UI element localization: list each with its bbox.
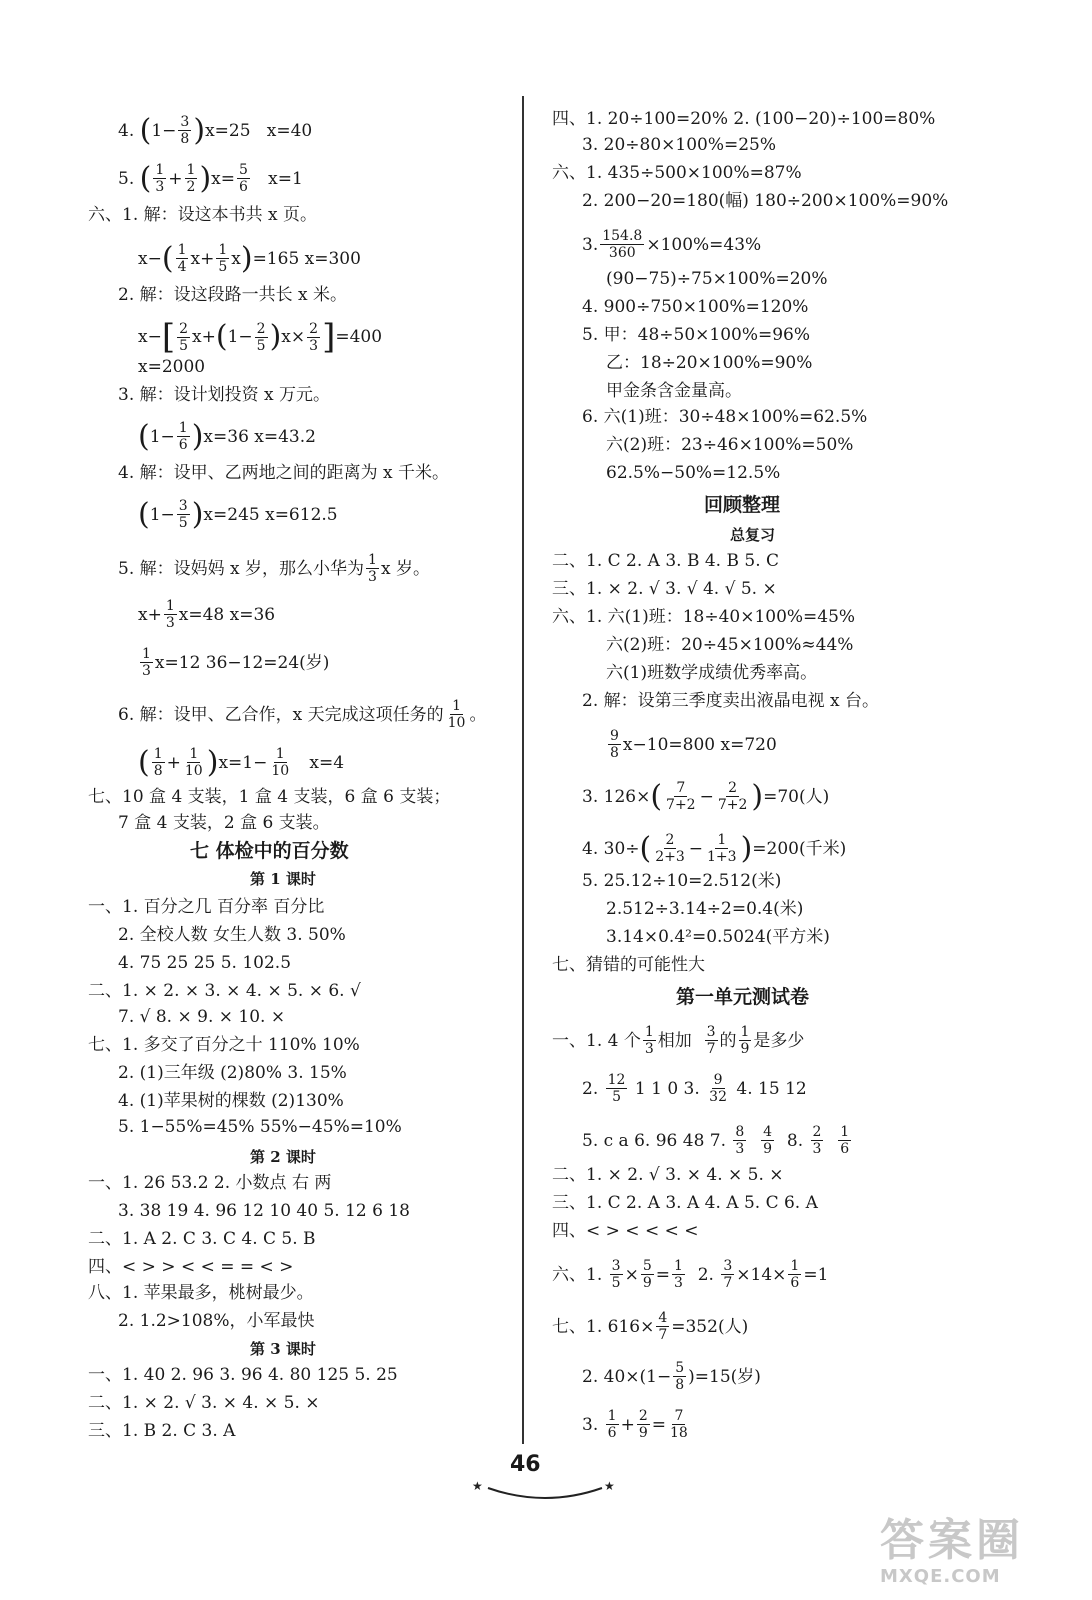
- answer-line: 3. 38 19 4. 96 12 10 40 5. 12 6 18: [118, 1201, 410, 1221]
- fraction: $\frac{1}{3}$: [142, 646, 151, 679]
- fraction: $\frac{8}{3}$: [735, 1124, 745, 1157]
- swash-curve: [488, 1488, 602, 1498]
- fraction: $\frac{7}{18}$: [669, 1408, 688, 1441]
- answer-line: $\frac{1}{3}$ x=12 36−12=24(岁): [142, 646, 330, 679]
- fraction: $\frac{5}{8}$: [675, 1360, 685, 1393]
- answer-line: 二、1. A 2. C 3. C 4. C 5. B: [88, 1229, 316, 1249]
- answer-line: 二、1. × 2. × 3. × 4. × 5. × 6. √: [88, 981, 361, 1001]
- answer-line: 六(2)班：20÷45×100%≈44%: [606, 635, 854, 655]
- lesson-heading: 总复习: [730, 526, 776, 544]
- answer-line: 4. 解：设甲、乙两地之间的距离为 x 千米。: [118, 463, 450, 483]
- fraction: $\frac{1}{4}$: [177, 242, 187, 275]
- answer-line: 二、1. × 2. √ 3. × 4. × 5. ×: [552, 1165, 784, 1185]
- fraction: $\frac{2}{3}$: [309, 320, 319, 354]
- answer-line: 4. (1)苹果树的棵数 (2)130%: [118, 1091, 344, 1111]
- answer-line: 七、1. 多交了百分之十 110% 10%: [88, 1035, 360, 1055]
- answer-line: x=2000: [138, 357, 206, 377]
- column-divider: [522, 96, 524, 1444]
- answer-line: 6. 六(1)班：30÷48×100%=62.5%: [582, 407, 868, 427]
- fraction: $\frac{154.8}{360}$: [602, 228, 643, 261]
- fraction: $\frac{1}{8}$: [153, 746, 163, 779]
- fraction: $\frac{3}{5}$: [611, 1258, 621, 1291]
- answer-line: 三、1. × 2. √ 3. √ 4. √ 5. ×: [552, 579, 777, 599]
- answer-line: 4. 30÷ ( $\frac{2}{2+3}$ − $\frac{1}{1+3}$ ) =200(千米): [582, 830, 847, 866]
- fraction: $\frac{7}{7+2}$: [666, 780, 696, 813]
- answer-line: 六(1)班数学成绩优秀率高。: [606, 663, 818, 683]
- section-heading: 七 体检中的百分数: [190, 840, 349, 862]
- answer-line: 四、< > > < < = = < >: [88, 1257, 294, 1277]
- lesson-heading: 第 2 课时: [250, 1148, 316, 1166]
- answer-line: 2. 全校人数 女生人数 3. 50%: [118, 925, 346, 945]
- answer-line: ( 1− $\frac{3}{5}$ ) x=245 x=612.5: [138, 496, 338, 532]
- answer-line: 2. 40×(1− $\frac{5}{8}$ )=15(岁): [582, 1360, 761, 1393]
- answer-line: 八、1. 苹果最多，桃树最少。: [88, 1283, 314, 1303]
- watermark-logo: [880, 1516, 1080, 1596]
- answer-line: 5. 25.12÷10=2.512(米): [582, 871, 782, 891]
- answer-line: 3. 解：设计划投资 x 万元。: [118, 385, 331, 405]
- answer-line: 三、1. C 2. A 3. A 4. A 5. C 6. A: [552, 1193, 818, 1213]
- fraction: $\frac{4}{9}$: [763, 1124, 773, 1157]
- answer-line: 4. 75 25 25 5. 102.5: [118, 953, 292, 973]
- fraction: $\frac{1}{1+3}$: [707, 832, 737, 865]
- section-heading: 回顾整理: [704, 494, 781, 516]
- answer-line: x− ( $\frac{1}{4}$ x+ $\frac{1}{5}$ x ) =165 x=300: [138, 240, 361, 276]
- fraction: $\frac{9}{8}$: [610, 728, 619, 761]
- page-number-swash: [470, 1478, 620, 1504]
- page-number: 46: [510, 1452, 541, 1477]
- answer-line: 2. $\frac{12}{5}$ 1 1 0 3. $\frac{9}{32}$ 4. 15 12: [582, 1072, 807, 1105]
- answer-line: 3.14×0.4²=0.5024(平方米): [606, 927, 830, 947]
- fraction: $\frac{3}{7}$: [723, 1258, 733, 1291]
- answer-line: 七、猜错的可能性大: [552, 955, 705, 975]
- answer-line: 六、1. $\frac{3}{5}$ × $\frac{5}{9}$ = $\frac{1}{3}$ 2. $\frac{3}{7}$ ×14× $\frac{1}{6}$ =1: [552, 1258, 829, 1291]
- fraction: $\frac{1}{10}$: [447, 698, 466, 731]
- answer-line: 3. $\frac{1}{6}$ + $\frac{2}{9}$ = $\frac{7}{18}$: [582, 1408, 688, 1441]
- answer-line: $\frac{9}{8}$ x−10=800 x=720: [610, 728, 777, 761]
- answer-line: 62.5%−50%=12.5%: [606, 463, 781, 483]
- answer-line: 六、1. 六(1)班：18÷40×100%=45%: [552, 607, 856, 627]
- fraction: $\frac{1}{6}$: [840, 1124, 850, 1157]
- answer-line: ( 1− $\frac{1}{6}$ ) x=36 x=43.2: [138, 418, 316, 454]
- answer-line: 四、1. 20÷100=20% 2. (100−20)÷100=80%: [552, 109, 936, 129]
- fraction: $\frac{3}{7}$: [706, 1024, 716, 1057]
- lesson-heading: 第 1 课时: [250, 870, 316, 888]
- fraction: $\frac{2}{2+3}$: [655, 832, 685, 865]
- answer-line: 七、10 盒 4 支装，1 盒 4 支装，6 盒 6 支装；: [88, 787, 451, 807]
- fraction: $\frac{3}{5}$: [178, 498, 188, 531]
- fraction: $\frac{2}{7+2}$: [717, 780, 748, 813]
- answer-line: 二、1. × 2. √ 3. × 4. × 5. ×: [88, 1393, 320, 1413]
- fraction: $\frac{1}{3}$: [368, 552, 377, 585]
- fraction: $\frac{1}{6}$: [607, 1408, 617, 1441]
- answer-line: 3. $\frac{154.8}{360}$ ×100%=43%: [582, 228, 762, 261]
- answer-line: 2. 解：设这段路一共长 x 米。: [118, 285, 348, 305]
- fraction: $\frac{4}{7}$: [658, 1310, 668, 1343]
- watermark-text: 答案圈: [880, 1515, 1024, 1566]
- fraction: $\frac{5}{9}$: [642, 1258, 652, 1291]
- answer-line: 一、1. 百分之几 百分率 百分比: [88, 897, 325, 917]
- fraction: $\frac{1}{10}$: [271, 746, 290, 779]
- answer-line: 6. 解：设甲、乙合作，x 天完成这项任务的 $\frac{1}{10}$ 。: [118, 698, 487, 731]
- answer-line: 六(2)班：23÷46×100%=50%: [606, 435, 854, 455]
- answer-line: x− [ $\frac{2}{5}$ x+ ( 1− $\frac{2}{5}$ ) x× $\frac{2}{3}$ ] =400: [138, 317, 383, 357]
- fraction: $\frac{1}{6}$: [790, 1258, 800, 1291]
- answer-line: x+ $\frac{1}{3}$ x=48 x=36: [138, 598, 276, 631]
- fraction: $\frac{1}{5}$: [218, 242, 228, 275]
- answer-line: 5. 甲：48÷50×100%=96%: [582, 325, 811, 345]
- answer-line: 甲金条含金量高。: [606, 381, 742, 401]
- section-heading: 第一单元测试卷: [676, 986, 810, 1008]
- answer-line: 5. c a 6. 96 48 7. $\frac{8}{3}$ $\frac{4}{9}$ 8. $\frac{2}{3}$ $\frac{1}{6}$: [582, 1124, 850, 1157]
- fraction: $\frac{1}{9}$: [740, 1024, 750, 1057]
- answer-line: 七、1. 616× $\frac{4}{7}$ =352(人): [552, 1310, 749, 1343]
- answer-line: 乙：18÷20×100%=90%: [606, 353, 813, 373]
- answer-line: 三、1. B 2. C 3. A: [88, 1421, 236, 1441]
- answer-line: 2. 1.2>108%，小军最快: [118, 1311, 315, 1331]
- fraction: $\frac{9}{32}$: [709, 1072, 727, 1105]
- fraction: $\frac{1}{3}$: [644, 1024, 654, 1057]
- answer-line: 2. (1)三年级 (2)80% 3. 15%: [118, 1063, 347, 1083]
- fraction: $\frac{1}{6}$: [178, 420, 188, 453]
- answer-line: 3. 126× ( $\frac{7}{7+2}$ − $\frac{2}{7+2}$ ) =70(人): [582, 778, 830, 814]
- fraction: $\frac{1}{10}$: [184, 746, 203, 779]
- answer-line: 4. ( 1− $\frac{3}{8}$ ) x=25 x=40: [118, 112, 313, 148]
- fraction: $\frac{2}{5}$: [256, 320, 266, 354]
- answer-line: ( $\frac{1}{8}$ + $\frac{1}{10}$ ) x=1− $\frac{1}{10}$ x=4: [138, 744, 345, 780]
- lesson-heading: 第 3 课时: [250, 1340, 316, 1358]
- watermark-url: MXQE.COM: [880, 1566, 1001, 1587]
- answer-line: 六、1. 435÷500×100%=87%: [552, 163, 802, 183]
- fraction: $\frac{1}{2}$: [186, 162, 196, 195]
- answer-line: 2. 解：设第三季度卖出液晶电视 x 台。: [582, 691, 880, 711]
- answer-line: 2.512÷3.14÷2=0.4(米): [606, 899, 804, 919]
- answer-line: 3. 20÷80×100%=25%: [582, 135, 777, 155]
- fraction: $\frac{2}{5}$: [179, 320, 189, 354]
- answer-line: 一、1. 40 2. 96 3. 96 4. 80 125 5. 25: [88, 1365, 398, 1385]
- fraction: $\frac{2}{3}$: [812, 1124, 822, 1157]
- answer-line: 5. 1−55%=45% 55%−45%=10%: [118, 1117, 402, 1137]
- fraction: $\frac{2}{9}$: [638, 1408, 648, 1441]
- answer-line: 2. 200−20=180(幅) 180÷200×100%=90%: [582, 191, 949, 211]
- answer-line: 一、1. 26 53.2 2. 小数点 右 两: [88, 1173, 332, 1193]
- fraction: $\frac{1}{3}$: [673, 1258, 683, 1291]
- fraction: $\frac{3}{8}$: [180, 114, 190, 147]
- fraction: $\frac{12}{5}$: [607, 1072, 626, 1105]
- star-icon: ★: [604, 1479, 615, 1493]
- star-icon: ★: [472, 1479, 483, 1493]
- fraction: $\frac{1}{3}$: [155, 162, 165, 195]
- answer-line: 六、1. 解：设这本书共 x 页。: [88, 205, 318, 225]
- fraction: $\frac{1}{3}$: [165, 598, 175, 631]
- fraction: $\frac{5}{6}$: [239, 162, 248, 195]
- answer-line: 四、< > < < < <: [552, 1221, 699, 1241]
- answer-line: (90−75)÷75×100%=20%: [606, 269, 828, 289]
- answer-line: 二、1. C 2. A 3. B 4. B 5. C: [552, 551, 780, 571]
- answer-line: 一、1. 4 个 $\frac{1}{3}$ 相加 $\frac{3}{7}$ 的 $\frac{1}{9}$ 是多少: [552, 1024, 805, 1057]
- answer-line: 7 盒 4 支装，2 盒 6 支装。: [118, 813, 330, 833]
- answer-line: 5. ( $\frac{1}{3}$ + $\frac{1}{2}$ ) x= $\frac{5}{6}$ x=1: [118, 160, 303, 196]
- answer-line: 5. 解：设妈妈 x 岁，那么小华为 $\frac{1}{3}$ x 岁。: [118, 552, 430, 585]
- answer-line: 7. √ 8. × 9. × 10. ×: [118, 1007, 286, 1027]
- answer-line: 4. 900÷750×100%=120%: [582, 297, 809, 317]
